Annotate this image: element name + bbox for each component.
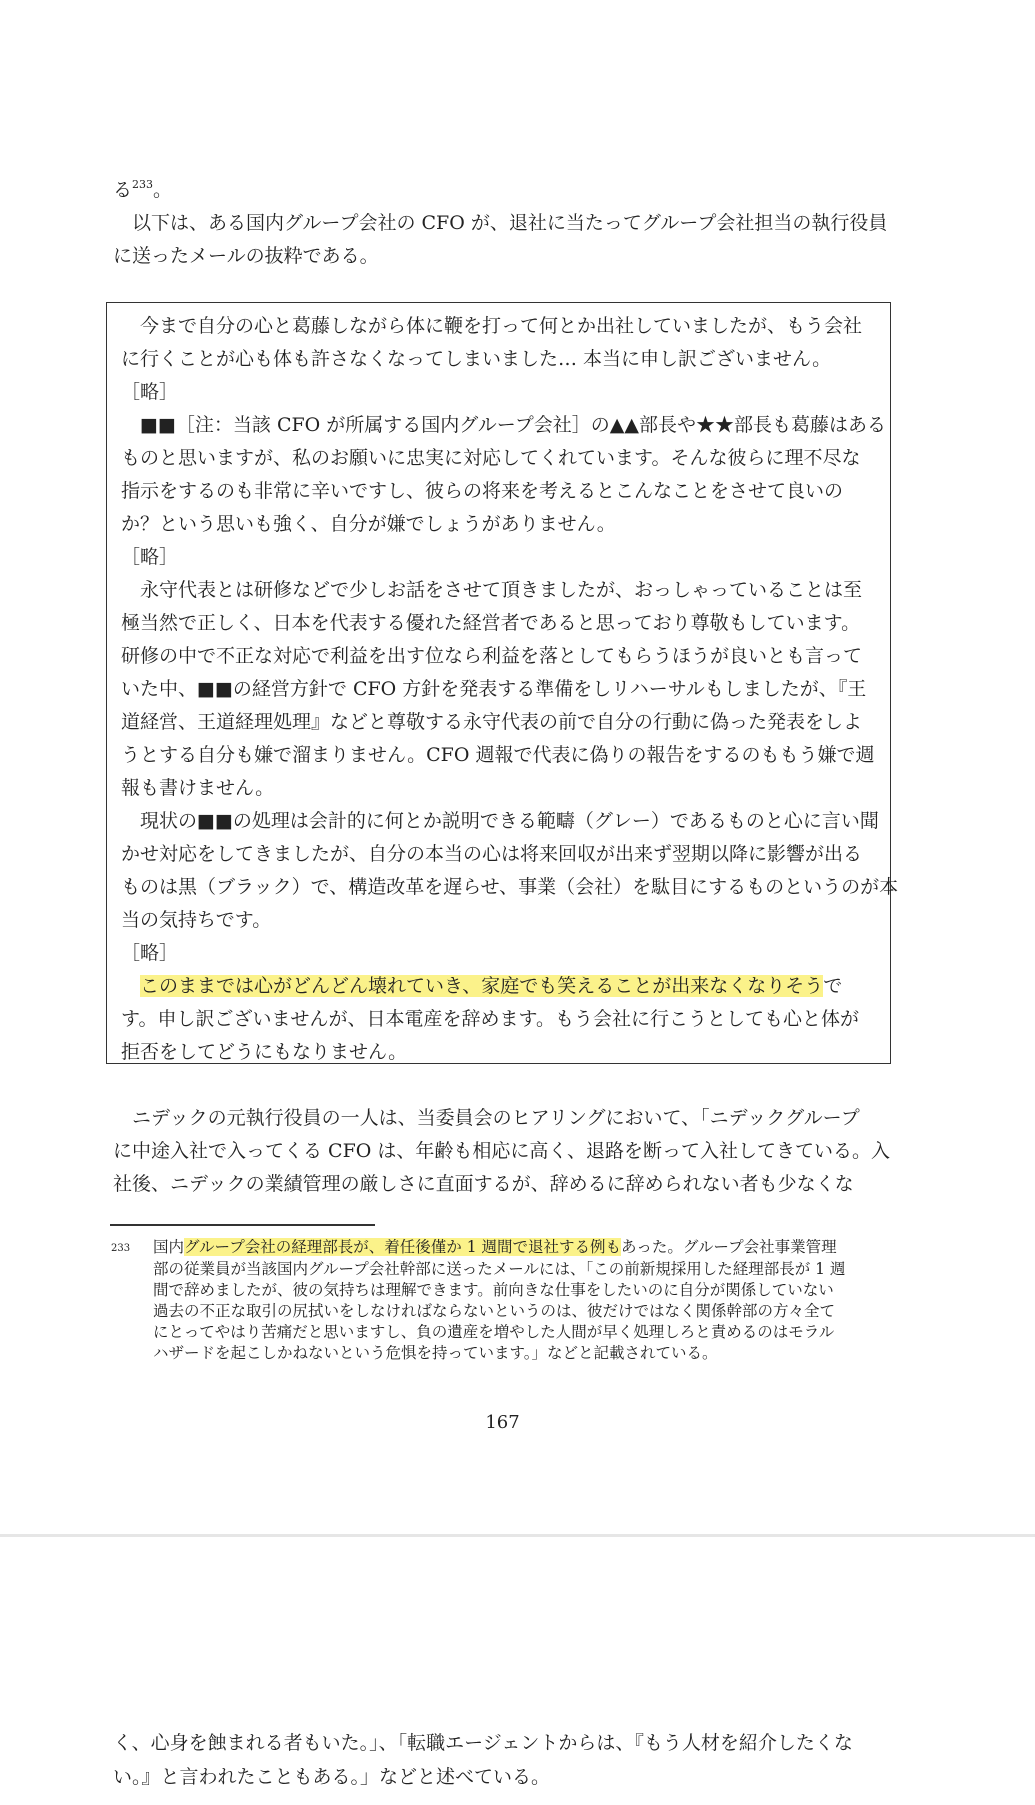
quote-line: いた中、■■の経営方針で CFO 方針を発表する準備をしリハーサルもしましたが、『王 (121, 678, 867, 700)
quote-line: 永守代表とは研修などで少しお話をさせて頂きましたが、おっしゃっていることは至 (121, 579, 863, 601)
footnote-line: ハザードを起こしかねないという危惧を持っています。」などと記載されている。 (153, 1344, 718, 1362)
quote-line: 現状の■■の処理は会計的に何とか説明できる範疇（グレー）であるものと心に言い聞 (121, 810, 879, 832)
quote-line: ものは黒（ブラック）で、構造改革を遅らせ、事業（会社）を駄目にするものというのが本 (121, 876, 899, 898)
quote-line: ［略］ (121, 381, 179, 403)
quote-line: ■■［注：当該 CFO が所属する国内グループ会社］の▲▲部長や★★部長も葛藤はある (121, 414, 886, 436)
footnote-line: 部の従業員が当該国内グループ会社幹部に送ったメールには、「この前新規採用した経理部長が 1 週 (153, 1260, 846, 1278)
quote-line: に行くことが心も体も許さなくなってしまいました… 本当に申し訳ございません。 (121, 348, 832, 370)
body-line: ニデックの元執行役員の一人は、当委員会のヒアリングにおいて、「ニデックグループ (113, 1107, 860, 1129)
body-line: 社後、ニデックの業績管理の厳しさに直面するが、辞めるに辞められない者も少なくな (113, 1173, 854, 1195)
footnote-line: にとってやはり苦痛だと思いますし、負の遺産を増やした人間が早く処理しろと責めるのはモラル (153, 1323, 835, 1341)
page-separator (0, 1534, 1035, 1537)
quote-line: ［略］ (121, 546, 179, 568)
quote-line: 極当然で正しく、日本を代表する優れた経営者であると思っており尊敬もしています。 (121, 612, 861, 634)
quote-line: 拒否をしてどうにもなりません。 (121, 1041, 408, 1063)
footnote-line-1: 国内グループ会社の経理部長が、着任後僅か 1 週間で退社する例もあった。グループ会社事業管理 (153, 1238, 837, 1256)
quote-line: か？という思いも強く、自分が嫌でしょうがありません。 (121, 513, 616, 535)
quote-line: 研修の中で不正な対応で利益を出す位なら利益を落としてもらうほうが良いとも言って (121, 645, 863, 667)
footnote-number: 233 (111, 1243, 131, 1254)
quote-line: ものと思いますが、私のお願いに忠実に対応してくれています。そんな彼らに理不尽な (121, 447, 861, 469)
quote-line: ［略］ (121, 942, 179, 964)
footnote-line: 間で辞めましたが、彼の気持ちは理解できます。前向きな仕事をしたいのに自分が関係していない (153, 1281, 834, 1299)
quote-line: 道経営、王道経理処理』などと尊敬する永守代表の前で自分の行動に偽った発表をしよ (121, 711, 863, 733)
body-line: に中途入社で入ってくる CFO は、年齢も相応に高く、退路を断って入社してきている。入 (113, 1140, 890, 1162)
quote-line: 指示をするのも非常に辛いですし、彼らの将来を考えるとこんなことをさせて良いの (121, 480, 844, 502)
quote-line: す。申し訳ございませんが、日本電産を辞めます。もう会社に行こうとしても心と体が (121, 1008, 859, 1030)
quote-highlight: このままでは心がどんどん壊れていき、家庭でも笑えることが出来なくなりそう (140, 975, 824, 997)
footnote-rule (110, 1224, 375, 1226)
intro-line-2: 以下は、ある国内グループ会社の CFO が、退社に当たってグループ会社担当の執行役員 (113, 212, 888, 234)
next-page-line: く、心身を蝕まれる者もいた。」、「転職エージェントからは、『もう人材を紹介したくな (113, 1732, 853, 1754)
quote-line: 当の気持ちです。 (121, 909, 272, 931)
page-number: 167 (485, 1412, 520, 1433)
quote-line: かせ対応をしてきましたが、自分の本当の心は将来回収が出来ず翌期以降に影響が出る (121, 843, 863, 865)
intro-line-1: る$^{233}$。 (113, 178, 173, 201)
footnote-highlight: グループ会社の経理部長が、着任後僅か 1 週間で退社する例も (184, 1238, 621, 1256)
quote-line-highlighted: このままでは心がどんどん壊れていき、家庭でも笑えることが出来なくなりそうで (140, 975, 843, 997)
quote-line: うとする自分も嫌で溜まりません。CFO 週報で代表に偽りの報告をするのももう嫌で週 (121, 744, 875, 766)
quote-line: 報も書けません。 (121, 777, 275, 799)
footnote-line: 過去の不正な取引の尻拭いをしなければならないというのは、彼だけではなく関係幹部の方々全て (153, 1302, 836, 1320)
intro-line-3: に送ったメールの抜粋である。 (113, 245, 379, 267)
footnote-reference[interactable]: 233 (132, 178, 154, 191)
quote-line: 今まで自分の心と葛藤しながら体に鞭を打って何とか出社していましたが、もう会社 (121, 315, 863, 337)
next-page-line: い。』と言われたこともある。」などと述べている。 (113, 1766, 551, 1788)
